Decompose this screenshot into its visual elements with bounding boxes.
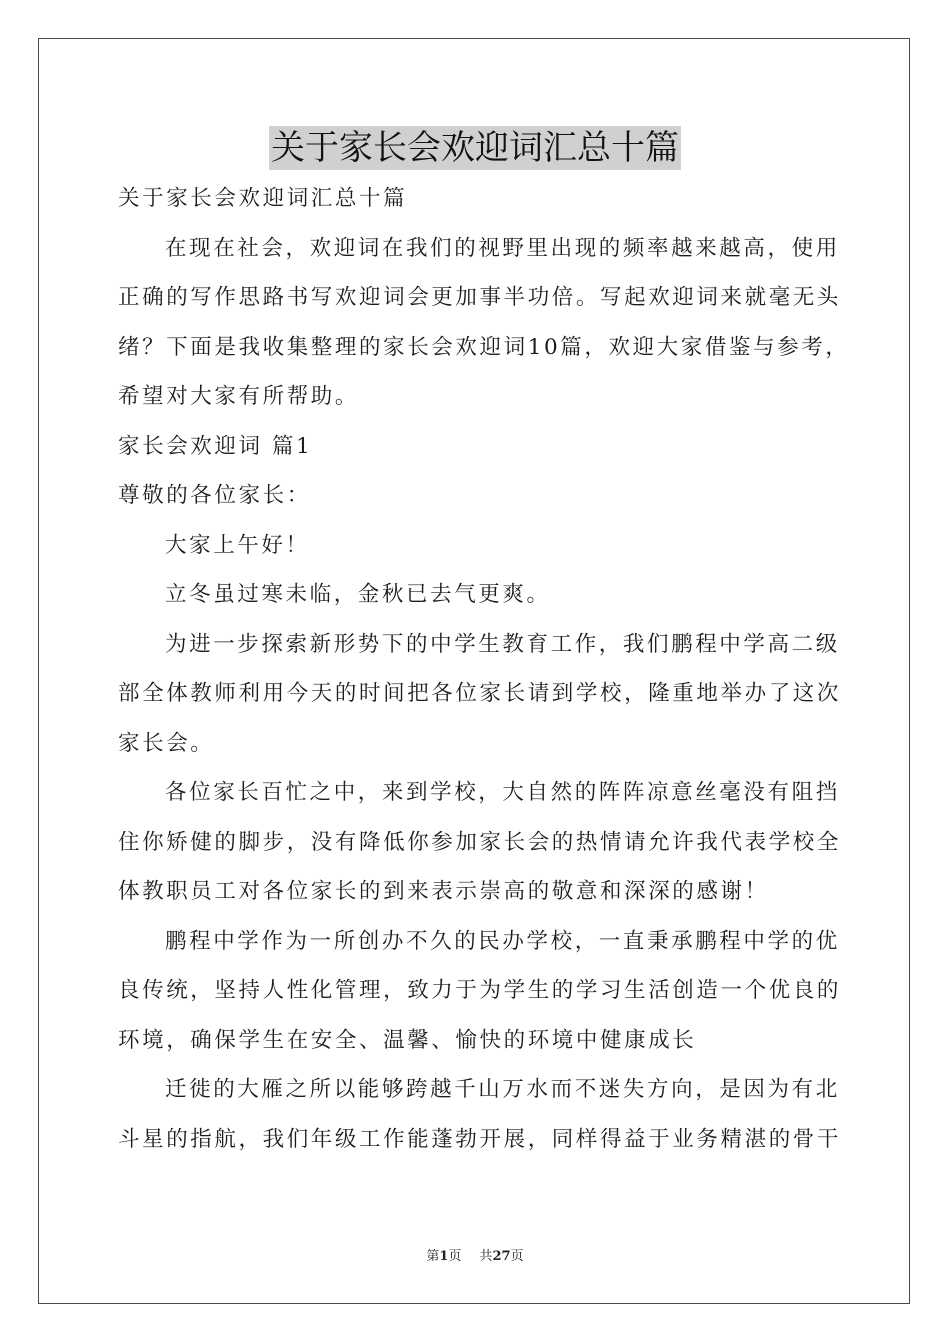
paragraph-line: 绪？下面是我收集整理的家长会欢迎词10篇，欢迎大家借鉴与参考， xyxy=(118,334,850,360)
paragraph-line: 斗星的指航，我们年级工作能蓬勃开展，同样得益于业务精湛的骨干 xyxy=(118,1126,842,1152)
section-heading: 家长会欢迎词 篇1 xyxy=(118,433,313,459)
paragraph-line: 家长会。 xyxy=(118,730,215,756)
paragraph-line: 住你矫健的脚步，没有降低你参加家长会的热情请允许我代表学校全 xyxy=(118,829,842,855)
page-footer xyxy=(0,1245,950,1264)
paragraph-line: 良传统，坚持人性化管理，致力于为学生的学习生活创造一个优良的 xyxy=(118,978,842,1003)
document-title: 关于家长会欢迎词汇总十篇 xyxy=(271,128,679,168)
title-container xyxy=(0,126,950,170)
total-pages: 27 xyxy=(492,1249,511,1264)
paragraph-line: 为进一步探索新形势下的中学生教育工作，我们鹏程中学高二级 xyxy=(165,631,840,657)
paragraph-line: 体教职员工对各位家长的到来表示崇高的敬意和深深的感谢！ xyxy=(118,879,769,904)
paragraph-line: 正确的写作思路书写欢迎词会更加事半功倍。写起欢迎词来就毫无头 xyxy=(118,285,842,310)
paragraph-line: 在现在社会，欢迎词在我们的视野里出现的频率越来越高，使用 xyxy=(165,235,840,261)
page-number: 1 xyxy=(439,1249,449,1264)
paragraph-line: 立冬虽过寒未临，金秋已去气更爽。 xyxy=(165,582,551,607)
subtitle-line: 关于家长会欢迎词汇总十篇 xyxy=(118,186,408,211)
page-prefix: 第 xyxy=(426,1249,440,1264)
paragraph-line: 各位家长百忙之中，来到学校，大自然的阵阵凉意丝毫没有阻挡 xyxy=(165,780,840,805)
paragraph-line: 迁徙的大雁之所以能够跨越千山万水而不迷失方向，是因为有北 xyxy=(165,1077,840,1102)
paragraph-line: 希望对大家有所帮助。 xyxy=(118,384,360,409)
document-body xyxy=(118,174,850,1164)
paragraph-line: 部全体教师利用今天的时间把各位家长请到学校，隆重地举办了这次 xyxy=(118,681,842,706)
total-suffix: 页 xyxy=(510,1249,524,1264)
total-prefix: 共 xyxy=(479,1249,493,1264)
paragraph-line: 鹏程中学作为一所创办不久的民办学校，一直秉承鹏程中学的优 xyxy=(165,928,840,954)
paragraph-line: 大家上午好！ xyxy=(165,532,310,558)
salutation-line: 尊敬的各位家长： xyxy=(118,483,311,508)
paragraph-line: 环境，确保学生在安全、温馨、愉快的环境中健康成长 xyxy=(118,1027,697,1053)
page-suffix: 页 xyxy=(448,1249,462,1264)
